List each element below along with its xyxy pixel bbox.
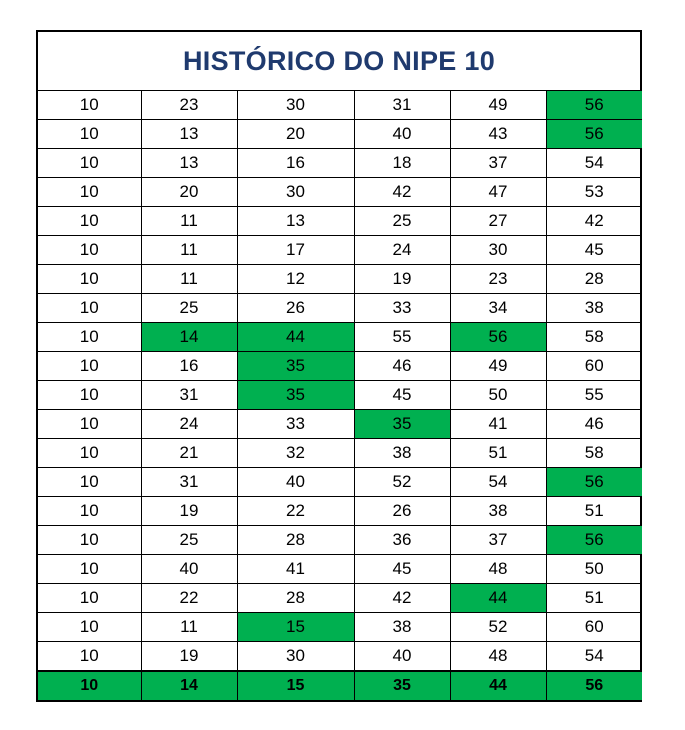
table-cell[interactable]: 10 <box>38 178 141 207</box>
table-cell[interactable]: 11 <box>141 613 237 642</box>
table-cell[interactable]: 10 <box>38 352 141 381</box>
table-cell[interactable]: 60 <box>546 352 642 381</box>
table-row <box>38 120 642 149</box>
table-cell[interactable]: 58 <box>546 439 642 468</box>
table-cell[interactable]: 10 <box>38 642 141 672</box>
table-cell[interactable]: 10 <box>38 468 141 497</box>
table-cell[interactable]: 54 <box>546 642 642 672</box>
summary-cell[interactable]: 56 <box>546 671 642 700</box>
table-cell[interactable]: 10 <box>38 323 141 352</box>
table-row <box>38 642 642 672</box>
table-cell[interactable]: 20 <box>237 120 354 149</box>
table-cell[interactable]: 10 <box>38 149 141 178</box>
table-cell[interactable]: 28 <box>237 526 354 555</box>
table-row <box>38 352 642 381</box>
table-row <box>38 207 642 236</box>
table-cell[interactable]: 10 <box>38 497 141 526</box>
table-cell[interactable]: 40 <box>141 555 237 584</box>
table-cell[interactable]: 13 <box>141 149 237 178</box>
table-cell[interactable]: 19 <box>354 265 450 294</box>
table-cell[interactable]: 10 <box>38 265 141 294</box>
table-cell[interactable]: 30 <box>237 642 354 672</box>
table-cell[interactable]: 45 <box>354 555 450 584</box>
table-cell[interactable]: 28 <box>237 584 354 613</box>
table-cell[interactable]: 34 <box>450 294 546 323</box>
table-cell[interactable]: 10 <box>38 613 141 642</box>
table-cell[interactable]: 10 <box>38 526 141 555</box>
table-cell[interactable]: 31 <box>354 91 450 120</box>
table-cell[interactable]: 10 <box>38 91 141 120</box>
table-row <box>38 323 642 352</box>
summary-cell[interactable]: 10 <box>38 671 141 700</box>
table-cell[interactable]: 40 <box>354 120 450 149</box>
table-cell-highlighted[interactable]: 56 <box>546 468 642 497</box>
table-cell[interactable]: 26 <box>237 294 354 323</box>
table-cell[interactable]: 26 <box>354 497 450 526</box>
table-cell[interactable]: 43 <box>450 120 546 149</box>
table-cell[interactable]: 51 <box>546 497 642 526</box>
sheet-title: HISTÓRICO DO NIPE 10 <box>38 32 640 91</box>
table-cell[interactable]: 41 <box>237 555 354 584</box>
table-row <box>38 584 642 613</box>
table-cell[interactable]: 13 <box>141 120 237 149</box>
table-cell[interactable]: 24 <box>141 410 237 439</box>
table-cell[interactable]: 49 <box>450 352 546 381</box>
table-cell[interactable]: 31 <box>141 381 237 410</box>
table-cell[interactable]: 22 <box>141 584 237 613</box>
table-cell[interactable]: 11 <box>141 265 237 294</box>
table-cell[interactable]: 10 <box>38 207 141 236</box>
table-cell[interactable]: 40 <box>354 642 450 672</box>
table-cell[interactable]: 16 <box>237 149 354 178</box>
table-row <box>38 91 642 120</box>
table-cell[interactable]: 25 <box>141 526 237 555</box>
table-cell[interactable]: 28 <box>546 265 642 294</box>
table-cell[interactable]: 16 <box>141 352 237 381</box>
table-cell[interactable]: 48 <box>450 555 546 584</box>
table-cell[interactable]: 10 <box>38 439 141 468</box>
table-cell[interactable]: 46 <box>546 410 642 439</box>
table-cell-highlighted[interactable]: 56 <box>546 91 642 120</box>
table-cell[interactable]: 49 <box>450 91 546 120</box>
table-cell[interactable]: 19 <box>141 497 237 526</box>
table-cell[interactable]: 33 <box>237 410 354 439</box>
table-cell[interactable]: 45 <box>354 381 450 410</box>
table-cell[interactable]: 10 <box>38 236 141 265</box>
table-cell[interactable]: 37 <box>450 526 546 555</box>
table-cell[interactable]: 23 <box>141 91 237 120</box>
table-cell[interactable]: 32 <box>237 439 354 468</box>
table-row <box>38 439 642 468</box>
table-cell[interactable]: 52 <box>354 468 450 497</box>
summary-cell[interactable]: 14 <box>141 671 237 700</box>
table-cell[interactable]: 10 <box>38 584 141 613</box>
table-cell[interactable]: 13 <box>237 207 354 236</box>
table-cell[interactable]: 30 <box>237 178 354 207</box>
table-cell[interactable]: 50 <box>450 381 546 410</box>
table-cell[interactable]: 25 <box>354 207 450 236</box>
summary-cell[interactable]: 44 <box>450 671 546 700</box>
table-row <box>38 555 642 584</box>
summary-cell[interactable]: 35 <box>354 671 450 700</box>
table-row <box>38 410 642 439</box>
table-cell[interactable]: 23 <box>450 265 546 294</box>
table-cell-highlighted[interactable]: 56 <box>450 323 546 352</box>
table-cell[interactable]: 30 <box>237 91 354 120</box>
table-cell[interactable]: 38 <box>354 613 450 642</box>
table-cell[interactable]: 38 <box>354 439 450 468</box>
table-cell[interactable]: 36 <box>354 526 450 555</box>
table-row <box>38 265 642 294</box>
table-cell[interactable]: 11 <box>141 207 237 236</box>
table-cell[interactable]: 27 <box>450 207 546 236</box>
table-cell-highlighted[interactable]: 44 <box>450 584 546 613</box>
table-cell[interactable]: 46 <box>354 352 450 381</box>
table-cell[interactable]: 20 <box>141 178 237 207</box>
table-cell-highlighted[interactable]: 35 <box>237 352 354 381</box>
table-cell[interactable]: 54 <box>450 468 546 497</box>
table-cell[interactable]: 38 <box>546 294 642 323</box>
summary-row <box>38 671 642 700</box>
table-cell[interactable]: 10 <box>38 555 141 584</box>
table-row <box>38 526 642 555</box>
table-cell[interactable]: 19 <box>141 642 237 672</box>
table-row <box>38 149 642 178</box>
table-cell[interactable]: 48 <box>450 642 546 672</box>
table-cell[interactable]: 42 <box>354 584 450 613</box>
table-cell[interactable]: 12 <box>237 265 354 294</box>
table-cell[interactable]: 21 <box>141 439 237 468</box>
table-cell[interactable]: 47 <box>450 178 546 207</box>
table-cell-highlighted[interactable]: 15 <box>237 613 354 642</box>
table-cell[interactable]: 24 <box>354 236 450 265</box>
table-cell[interactable]: 58 <box>546 323 642 352</box>
table-cell-highlighted[interactable]: 35 <box>237 381 354 410</box>
table-cell[interactable]: 51 <box>546 584 642 613</box>
table-cell[interactable]: 11 <box>141 236 237 265</box>
table-row <box>38 294 642 323</box>
table-cell[interactable]: 25 <box>141 294 237 323</box>
table-cell-highlighted[interactable]: 44 <box>237 323 354 352</box>
table-row <box>38 381 642 410</box>
history-table-body <box>38 91 642 700</box>
table-cell[interactable]: 53 <box>546 178 642 207</box>
history-table <box>38 91 642 700</box>
table-cell[interactable]: 55 <box>354 323 450 352</box>
table-cell[interactable]: 54 <box>546 149 642 178</box>
table-cell[interactable]: 60 <box>546 613 642 642</box>
table-cell[interactable]: 41 <box>450 410 546 439</box>
table-cell-highlighted[interactable]: 35 <box>354 410 450 439</box>
table-cell[interactable]: 38 <box>450 497 546 526</box>
history-sheet <box>36 30 642 702</box>
table-cell[interactable]: 50 <box>546 555 642 584</box>
summary-cell[interactable]: 15 <box>237 671 354 700</box>
table-cell[interactable]: 42 <box>546 207 642 236</box>
table-cell-highlighted[interactable]: 56 <box>546 120 642 149</box>
table-row <box>38 468 642 497</box>
table-cell[interactable]: 37 <box>450 149 546 178</box>
table-cell[interactable]: 33 <box>354 294 450 323</box>
table-row <box>38 497 642 526</box>
table-cell[interactable]: 42 <box>354 178 450 207</box>
table-row <box>38 236 642 265</box>
table-cell[interactable]: 51 <box>450 439 546 468</box>
table-cell[interactable]: 45 <box>546 236 642 265</box>
table-row <box>38 178 642 207</box>
table-cell[interactable]: 10 <box>38 294 141 323</box>
table-cell[interactable]: 40 <box>237 468 354 497</box>
table-cell[interactable]: 10 <box>38 120 141 149</box>
table-cell-highlighted[interactable]: 56 <box>546 526 642 555</box>
table-cell[interactable]: 55 <box>546 381 642 410</box>
table-row <box>38 613 642 642</box>
table-cell[interactable]: 30 <box>450 236 546 265</box>
table-cell[interactable]: 10 <box>38 410 141 439</box>
table-cell[interactable]: 10 <box>38 381 141 410</box>
table-cell[interactable]: 18 <box>354 149 450 178</box>
table-cell[interactable]: 17 <box>237 236 354 265</box>
table-cell[interactable]: 52 <box>450 613 546 642</box>
table-cell[interactable]: 31 <box>141 468 237 497</box>
table-cell-highlighted[interactable]: 14 <box>141 323 237 352</box>
table-cell[interactable]: 22 <box>237 497 354 526</box>
